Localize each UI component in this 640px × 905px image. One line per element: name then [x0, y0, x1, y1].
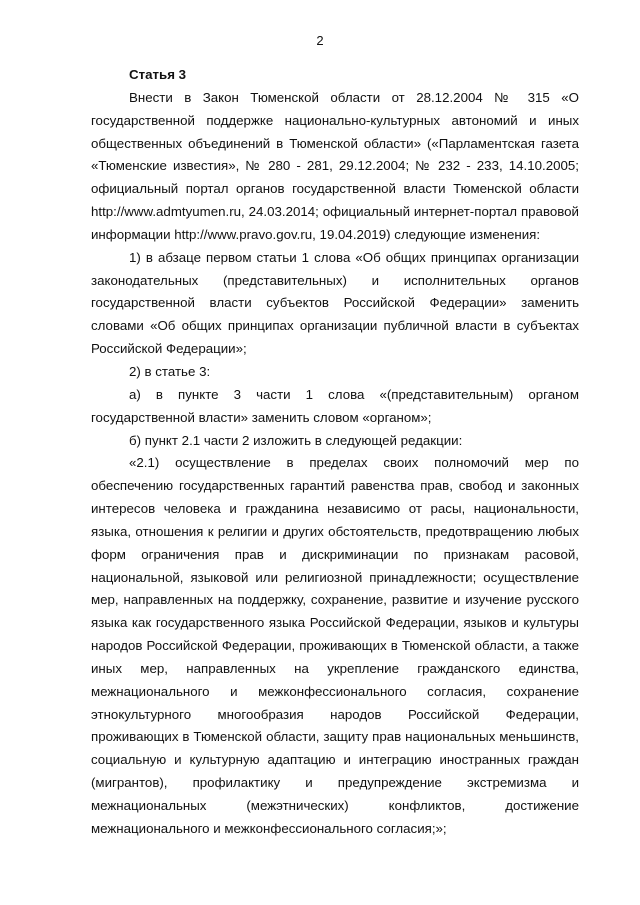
article-title: Статья 3 — [129, 67, 187, 82]
amendment-subitem-a: а) в пункте 3 части 1 слова «(представительным) органом государственной власти» заменить словом «органом»; — [91, 386, 579, 425]
amendment-subitem-b: б) пункт 2.1 части 2 изложить в следующей редакции: — [129, 432, 463, 448]
intro-paragraph: Внести в Закон Тюменской области от 28.12.2004 № 315 «О государственной поддержке национально-культурных автономий и иных общественных объединений в Тюменской области» («Парламентская газета «Тюменские известия», № 280 - 281, 29.12.2004; № 232 - 233, 14.10.2005; официальный портал органов государственной власти Тюменской области http://www.admtyumen.ru, 24.03.2014; официальный интернет-портал правовой информации http://www.pravo.gov.ru, 19.04.2019) следующие изменения: — [91, 89, 579, 242]
page-number: 2 — [316, 33, 324, 48]
amendment-item-1: 1) в абзаце первом статьи 1 слова «Об общих принципах организации законодательных (представительных) и исполнительных органов государственной власти субъектов Российской Федерации» заменить словами «Об общих принципах организации публичной власти в субъектах Российской Федерации»; — [91, 249, 579, 357]
new-clause-text: «2.1) осуществление в пределах своих полномочий мер по обеспечению государственных гарантий равенства прав, свобод и законных интересов человека и гражданина независимо от расы, национальности, языка, отношения к религии и других обстоятельств, предотвращению любых форм ограничения прав и дискриминации по признакам расовой, национальной, языковой или религиозной принадлежности; осуществление мер, направленных на поддержку, сохранение, развитие и изучение русского языка как государственного языка Российской Федерации, языков и культуры народов Российской Федерации, проживающих в Тюменской области, а также иных мер, направленных на укрепление гражданского единства, межнационального и межконфессионального согласия, сохранение этнокультурного многообразия народов Российской Федерации, проживающих в Тюменской области, защиту прав национальных меньшинств, социальную и культурную адаптацию и интеграцию иностранных граждан (мигрантов), профилактику и предупреждение экстремизма и межнациональных (межэтнических) конфликтов, достижение межнационального и межконфессионального согласия;»; — [91, 455, 579, 836]
document-body — [91, 64, 579, 841]
amendment-item-2: 2) в статье 3: — [129, 363, 211, 379]
